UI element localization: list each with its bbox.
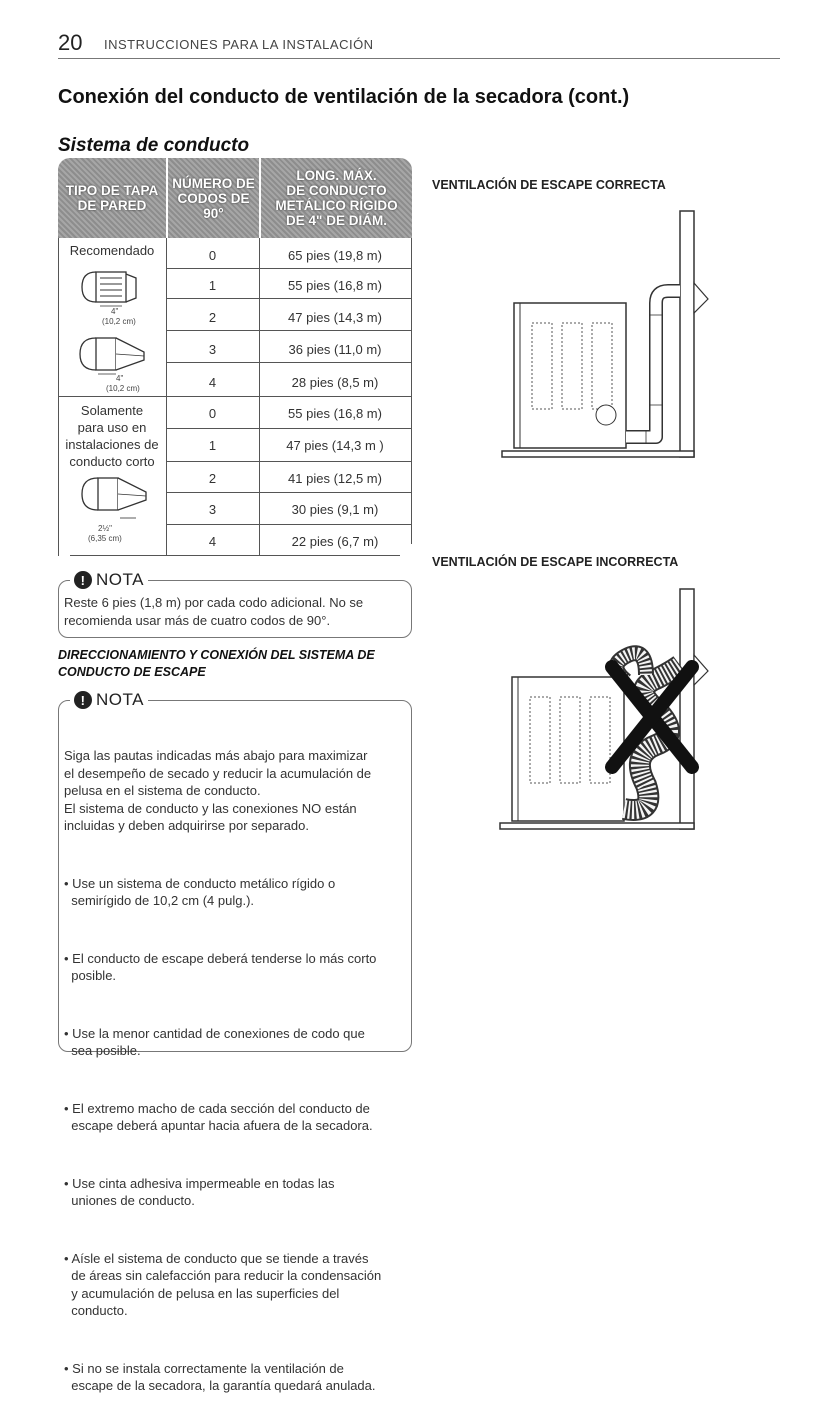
dim-10cm-b: (10,2 cm) (106, 384, 140, 393)
group-label-short: Solamente para uso en instalaciones de conducto corto (65, 403, 159, 469)
elbows-cell: 0 (208, 406, 217, 421)
incorrect-vent-illustration (496, 585, 716, 835)
dim-6cm: (6,35 cm) (88, 534, 122, 543)
note-text-1: Reste 6 pies (1,8 m) por cada codo adicional. No se recomienda usar más de cuatro codos de 90°. (64, 595, 364, 628)
page-subtitle: Sistema de conducto (58, 135, 250, 156)
hood-cap-icon (72, 330, 152, 382)
length-cell: 28 pies (8,5 m) (291, 375, 379, 390)
warning-icon: ! (74, 691, 92, 709)
dim-4in-a: 4" (111, 307, 119, 316)
short-hood-cap-icon (76, 474, 156, 530)
length-cell: 36 pies (11,0 m) (288, 342, 382, 357)
elbows-cell: 4 (208, 534, 217, 549)
elbows-cell: 1 (208, 438, 217, 453)
header-cap-type: TIPO DE TAPA DE PARED (58, 158, 166, 238)
dim-2half-in: 2½" (98, 524, 112, 533)
dim-10cm-a: (10,2 cm) (102, 317, 136, 326)
length-cell: 47 pies (14,3 m) (288, 310, 382, 325)
elbows-cell: 2 (208, 310, 217, 325)
header-rule (58, 58, 780, 59)
incorrect-vent-label: VENTILACIÓN DE ESCAPE INCORRECTA (432, 555, 679, 569)
elbows-cell: 0 (208, 248, 217, 263)
section-heading-routing: DIRECCIONAMIENTO Y CONEXIÓN DEL SISTEMA DE CONDUCTO DE ESCAPE (58, 648, 375, 679)
elbows-cell: 3 (208, 502, 217, 517)
elbows-cell: 3 (208, 342, 217, 357)
header-max-length: LONG. MÁX. DE CONDUCTO METÁLICO RÍGIDO DE 4" DE DIÁM. (261, 158, 412, 238)
note-header-1: ! NOTA (70, 568, 148, 592)
correct-vent-label: VENTILACIÓN DE ESCAPE CORRECTA (432, 178, 666, 192)
section-header: INSTRUCCIONES PARA LA INSTALACIÓN (104, 37, 374, 52)
note-text-2: Siga las pautas indicadas más abajo para maximizar el desempeño de secado y reducir la acumulación de pelusa en el sistema de conducto. El sistema de conducto y las conexiones NO están incluidas y deben adquirirse por separado. • Use un sistema de conducto metálico rígido o semirígido de 10,2 cm (4 pulg.). • El conducto de escape deberá tenderse lo más corto posible. • Use la menor cantidad de conexiones de codo que sea posible. • El extremo macho de cada sección del conducto de escape deberá apuntar hacia afuera de la secadora. • Use cinta adhesiva impermeable en todas las uniones de conducto. • Aísle el sistema de conducto que se tiende a través de áreas sin calefacción para reducir la condensación y acumulación de pelusa en las superficies del conducto. • Si no se instala correctamente la ventilación de escape de la secadora, la garantía quedará anulada. (64, 748, 382, 1393)
elbows-cell: 2 (208, 471, 217, 486)
length-cell: 65 pies (19,8 m) (288, 248, 382, 263)
note-header-2: ! NOTA (70, 688, 148, 712)
duct-length-table (58, 158, 412, 556)
page-title: Conexión del conducto de ventilación de la secadora (cont.) (58, 86, 630, 108)
length-cell: 30 pies (9,1 m) (291, 502, 379, 517)
elbows-cell: 4 (208, 375, 217, 390)
length-cell: 22 pies (6,7 m) (291, 534, 379, 549)
group-label-recommended: Recomendado (69, 243, 155, 258)
elbows-cell: 1 (208, 278, 217, 293)
length-cell: 55 pies (16,8 m) (288, 278, 382, 293)
dim-4in-b: 4" (116, 374, 124, 383)
header-elbows: NÚMERO DE CODOS DE 90° (168, 158, 259, 238)
length-cell: 55 pies (16,8 m) (288, 406, 382, 421)
correct-vent-illustration (496, 205, 716, 465)
page-number: 20 (58, 30, 83, 55)
length-cell: 41 pies (12,5 m) (288, 471, 382, 486)
length-cell: 47 pies (14,3 m ) (286, 438, 384, 453)
warning-icon: ! (74, 571, 92, 589)
